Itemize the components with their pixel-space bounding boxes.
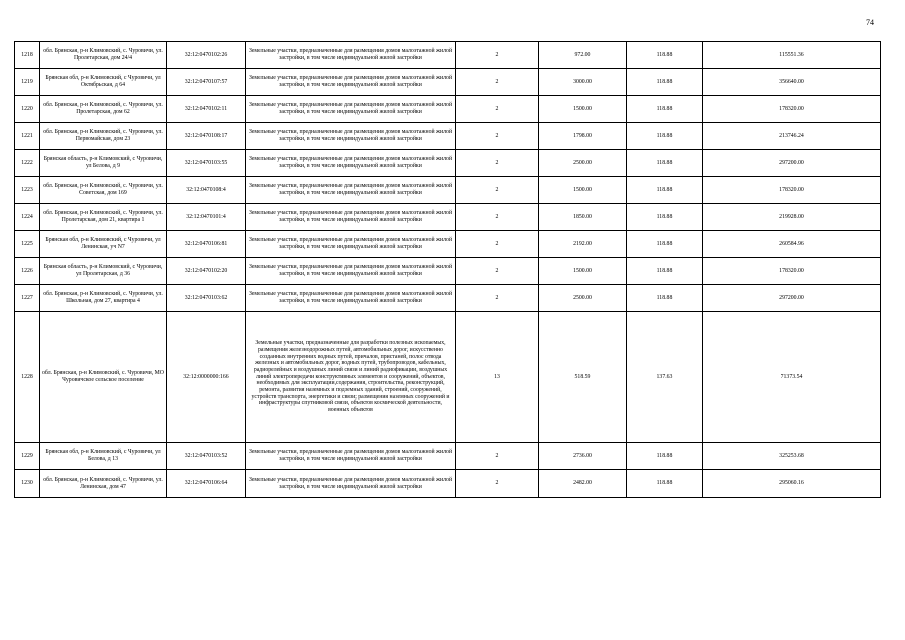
land-use-cell: Земельные участки, предназначенные для разработки полезных ископаемых, размещения железнодорожных путей, автомобильных дорог, искусственно созданных внутренних водных путей, причалов, пристаней, полос отвода железных и автомобильных дорог, водных путей, трубопроводов, кабельных, радиорелейных и воздушных линий связи и линий радиофикации, воздушных линий электропередачи конструктивных элементов и сооружений, объектов, необходимых для эксплуатации,содержания, строительства, реконструкций, ремонта, развития наземных и подземных зданий, строений, сооружений, устройств транспорта, энергетики и связи; размещения наземных сооружений и инфраструктуры спутниковой связи, объектов космической деятельности, военных объектов [246,312,456,443]
table-row [15,177,881,204]
area-cell: 2482.00 [539,470,627,498]
row-number: 1222 [15,150,40,177]
row-number: 1227 [15,285,40,312]
value-cell: 178320.00 [703,177,881,204]
area-cell: 1798.00 [539,123,627,150]
cadastral-number-cell: 32:12:0470108:4 [167,177,246,204]
value-cell: 356640.00 [703,69,881,96]
land-use-cell: Земельные участки, предназначенные для размещения домов малоэтажной жилой застройки, в том числе индивидуальной жилой застройки [246,177,456,204]
address-cell: обл. Брянская, р-н Климовский, с. Чуровичи, ул. Советская, дом 169 [40,177,167,204]
table-row [15,69,881,96]
table-row [15,96,881,123]
table-row [15,443,881,470]
land-use-cell: Земельные участки, предназначенные для размещения домов малоэтажной жилой застройки, в том числе индивидуальной жилой застройки [246,204,456,231]
category-cell: 2 [456,258,539,285]
table-row [15,42,881,69]
cadastral-number-cell: 32:12:0470101:4 [167,204,246,231]
table-row [15,258,881,285]
category-cell: 2 [456,443,539,470]
value-cell: 260584.96 [703,231,881,258]
value-cell: 295060.16 [703,470,881,498]
land-use-cell: Земельные участки, предназначенные для размещения домов малоэтажной жилой застройки, в том числе индивидуальной жилой застройки [246,258,456,285]
cadastral-number-cell: 32:12:0470102:20 [167,258,246,285]
rate-cell: 118.88 [627,258,703,285]
rate-cell: 118.88 [627,285,703,312]
row-number: 1224 [15,204,40,231]
cadastral-number-cell: 32:12:0470106:81 [167,231,246,258]
category-cell: 2 [456,470,539,498]
table-row [15,470,881,498]
value-cell: 297200.00 [703,285,881,312]
land-use-cell: Земельные участки, предназначенные для размещения домов малоэтажной жилой застройки, в том числе индивидуальной жилой застройки [246,42,456,69]
land-use-cell: Земельные участки, предназначенные для размещения домов малоэтажной жилой застройки, в том числе индивидуальной жилой застройки [246,69,456,96]
land-use-cell: Земельные участки, предназначенные для размещения домов малоэтажной жилой застройки, в том числе индивидуальной жилой застройки [246,285,456,312]
rate-cell: 137.63 [627,312,703,443]
rate-cell: 118.88 [627,231,703,258]
page-number: 74 [866,18,874,27]
rate-cell: 118.88 [627,42,703,69]
category-cell: 2 [456,69,539,96]
address-cell: обл. Брянская, р-н Климовский, с. Чуровичи, ул. Ленинская, дом 47 [40,470,167,498]
rate-cell: 118.88 [627,470,703,498]
category-cell: 2 [456,96,539,123]
land-use-cell: Земельные участки, предназначенные для размещения домов малоэтажной жилой застройки, в том числе индивидуальной жилой застройки [246,443,456,470]
area-cell: 2192.00 [539,231,627,258]
rate-cell: 118.88 [627,204,703,231]
table-row [15,204,881,231]
land-use-cell: Земельные участки, предназначенные для размещения домов малоэтажной жилой застройки, в том числе индивидуальной жилой застройки [246,123,456,150]
area-cell: 518.59 [539,312,627,443]
address-cell: Брянская обл, р-н Климовский, с Чуровичи, ул Ленинская, уч N7 [40,231,167,258]
table-row [15,123,881,150]
area-cell: 972.00 [539,42,627,69]
cadastral-number-cell: 32:12:0470102:26 [167,42,246,69]
rate-cell: 118.88 [627,443,703,470]
address-cell: обл. Брянская, р-н Климовский, с. Чуровичи, ул. Школьная, дом 27, квартира 4 [40,285,167,312]
table-row [15,231,881,258]
row-number: 1226 [15,258,40,285]
area-cell: 1500.00 [539,96,627,123]
cadastral-registry-table [14,41,881,498]
land-use-cell: Земельные участки, предназначенные для размещения домов малоэтажной жилой застройки, в том числе индивидуальной жилой застройки [246,231,456,258]
value-cell: 71373.54 [703,312,881,443]
rate-cell: 118.88 [627,123,703,150]
category-cell: 13 [456,312,539,443]
value-cell: 213746.24 [703,123,881,150]
land-use-cell: Земельные участки, предназначенные для размещения домов малоэтажной жилой застройки, в том числе индивидуальной жилой застройки [246,150,456,177]
category-cell: 2 [456,231,539,258]
category-cell: 2 [456,177,539,204]
row-number: 1219 [15,69,40,96]
area-cell: 2736.00 [539,443,627,470]
address-cell: Брянская область, р-н Климовский, с Чуровичи, ул Пролетарская, д 36 [40,258,167,285]
cadastral-number-cell: 32:12:0470107:57 [167,69,246,96]
address-cell: обл. Брянская, р-н Климовский, с. Чуровичи, ул. Пролетарская, дом 62 [40,96,167,123]
category-cell: 2 [456,42,539,69]
table-row [15,312,881,443]
area-cell: 1500.00 [539,177,627,204]
address-cell: Брянская обл, р-н Климовский, с Чуровичи, ул Белова, д 13 [40,443,167,470]
address-cell: обл. Брянская, р-н Климовский, с. Чуровичи, ул. Пролетарская, дом 24/4 [40,42,167,69]
category-cell: 2 [456,150,539,177]
rate-cell: 118.88 [627,150,703,177]
value-cell: 219928.00 [703,204,881,231]
category-cell: 2 [456,123,539,150]
land-use-cell: Земельные участки, предназначенные для размещения домов малоэтажной жилой застройки, в том числе индивидуальной жилой застройки [246,470,456,498]
category-cell: 2 [456,285,539,312]
row-number: 1223 [15,177,40,204]
row-number: 1218 [15,42,40,69]
rate-cell: 118.88 [627,96,703,123]
address-cell: Брянская область, р-н Климовский, с Чуровичи, ул Белова, д 9 [40,150,167,177]
cadastral-number-cell: 32:12:0470102:11 [167,96,246,123]
area-cell: 2500.00 [539,285,627,312]
row-number: 1228 [15,312,40,443]
area-cell: 3000.00 [539,69,627,96]
area-cell: 1850.00 [539,204,627,231]
cadastral-number-cell: 32:12:0470108:17 [167,123,246,150]
address-cell: Брянская обл, р-н Климовский, с Чуровичи, ул Октябрьская, д 64 [40,69,167,96]
rate-cell: 118.88 [627,69,703,96]
address-cell: обл. Брянская, р-н Климовский, с. Чуровичи, ул. Пролетарская, дом 21, квартира 1 [40,204,167,231]
cadastral-number-cell: 32:12:0470103:55 [167,150,246,177]
row-number: 1221 [15,123,40,150]
row-number: 1230 [15,470,40,498]
value-cell: 297200.00 [703,150,881,177]
cadastral-number-cell: 32:12:0470103:62 [167,285,246,312]
value-cell: 115551.36 [703,42,881,69]
table-row [15,150,881,177]
rate-cell: 118.88 [627,177,703,204]
value-cell: 178320.00 [703,258,881,285]
value-cell: 325253.68 [703,443,881,470]
row-number: 1225 [15,231,40,258]
category-cell: 2 [456,204,539,231]
area-cell: 1500.00 [539,258,627,285]
address-cell: обл. Брянская, р-н Климовский, с. Чуровичи, МО Чуровичское сельское поселение [40,312,167,443]
land-use-cell: Земельные участки, предназначенные для размещения домов малоэтажной жилой застройки, в том числе индивидуальной жилой застройки [246,96,456,123]
value-cell: 178320.00 [703,96,881,123]
row-number: 1229 [15,443,40,470]
table-row [15,285,881,312]
address-cell: обл. Брянская, р-н Климовский, с. Чуровичи, ул. Первомайская, дом 23 [40,123,167,150]
cadastral-number-cell: 32:12:0470106:64 [167,470,246,498]
row-number: 1220 [15,96,40,123]
cadastral-number-cell: 32:12:0470103:52 [167,443,246,470]
cadastral-number-cell: 32:12:0000000:166 [167,312,246,443]
area-cell: 2500.00 [539,150,627,177]
